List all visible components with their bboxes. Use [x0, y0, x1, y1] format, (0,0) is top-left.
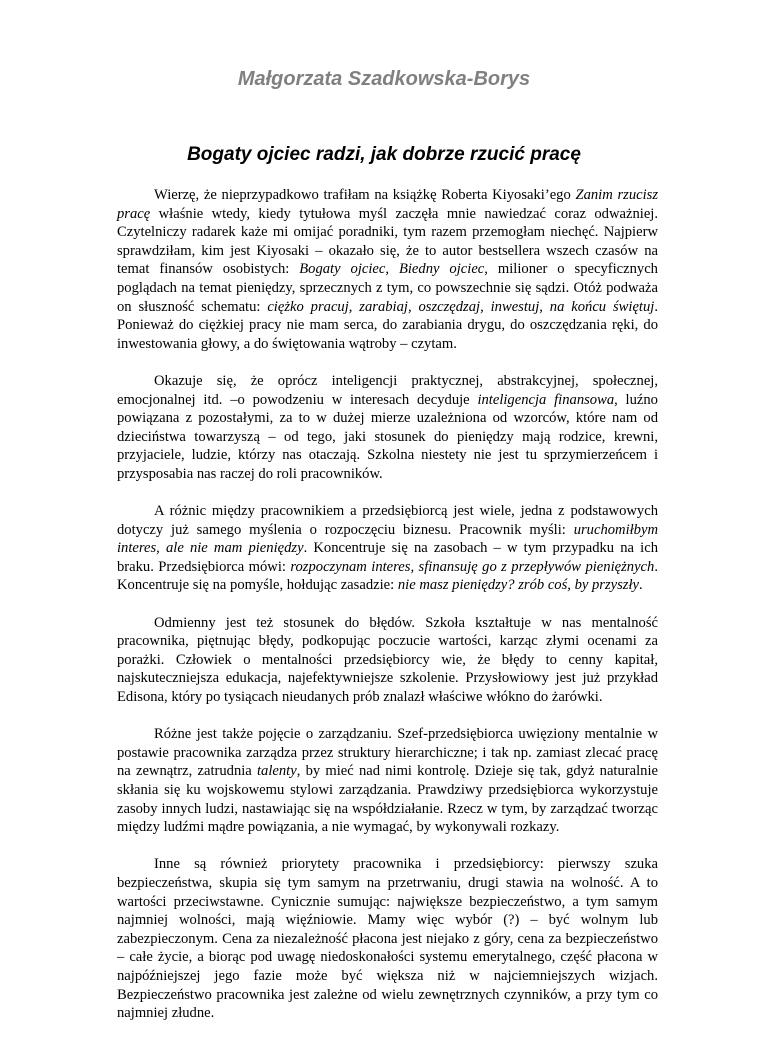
text-run: . Koncentruje się na zasobach – w tym przypadku na ich braku. Przedsiębiorca mówi:: [117, 540, 658, 575]
emphasis-financial-intelligence: inteligencja finansowa: [477, 391, 615, 408]
text-run: . Koncentruje się na pomyśle, hołdując zasadzie:: [117, 558, 658, 594]
text-run: Odmienny jest też stosunek do błędów. Szkoła kształtuje w nas mentalność pracownika, piętnując błędy, podkopując poczucie wartości, karząc złymi ocenami za porażki. Człowiek o mentalności przedsiębiorcy wie, że błędy to cenny kapitał, najskuteczniejsza edukacja, najefektywniejsze szkolenie. Przysłowiowy jest już przykład Edisona, który po tysiącach nieudanych prób znalazł właściwe włókno do żarówki.: [117, 614, 658, 706]
emphasis-talents: talenty: [257, 763, 297, 780]
text-run: . Ponieważ do ciężkiej pracy nie mam serca, do zarabiania drygu, do oszczędzania ręki, do inwestowania głowy, a do świętowania wątroby – czytam.: [117, 298, 658, 352]
text-run: , milioner o specyficznych poglądach na temat pieniędzy, sprzecznych z tym, co powszechnie się sądzi. Otóż podważa on słuszność schematu:: [117, 261, 658, 315]
text-run: Różne jest także pojęcie o zarządzaniu. Szef-przedsiębiorca uwięziony mentalnie w postawie pracownika zarządza przez struktury hierarchiczne; i tak np. zamiast zlecać pracę na zewnątrz, zatrudnia: [117, 726, 658, 780]
text-run: , by mieć nad nimi kontrolę. Dzieje się tak, gdyż naturalnie skłania się ku wojskowemu stylowi zarządzania. Prawdziwy przedsiębiorca wykorzystuje zasoby innych ludzi, nastawiając się na współdziałanie. Rzecz w tym, by zarządzać tworząc między ludźmi mądre powiązania, a nie wymagać, by wykonywali rozkazy.: [117, 763, 658, 836]
text-run: A różnic między pracownikiem a przedsiębiorcą jest wiele, jedna z podstawowych dotyczy już samego myślenia o rozpoczęciu biznesu. Pracownik myśli:: [117, 503, 658, 538]
text-run: .: [639, 577, 643, 594]
emphasis-schema: ciężko pracuj, zarabiaj, oszczędzaj, inwestuj, na końcu świętuj: [267, 298, 655, 315]
emphasis-entrepreneur-thought: rozpoczynam interes, sfinansuję go z przepływów pieniężnych: [290, 558, 655, 575]
paragraph-3: [117, 502, 658, 595]
article-body: [117, 186, 658, 1041]
text-run: , luźno powiązana z pozostałymi, za to w dużej mierze uzależniona od wzorców, które nam od dzieciństwa towarzyszą – od tego, jaki stosunek do pieniędzy mają rodzice, krewni, przyjaciele, ludzie, którzy nas otaczają. Szkolna niestety nie jest tu sprzymierzeńcem i przysposabia nas raczej do roli pracowników.: [117, 391, 658, 482]
text-run: Inne są również priorytety pracownika i przedsiębiorcy: pierwszy szuka bezpieczeństwa, skupia się tym samym na przetrwaniu, drugi stawia na wolność. A to wartości przeciwstawne. Cynicznie sumując: największe bezpieczeństwo, a tym samym najmniej wolności, mają więźniowie. Mamy więc wybór (?) – być wolnym lub zabezpieczonym. Cena za niezależność płacona jest niejako z góry, cena za bezpieczeństwo – całe życie, a biorąc pod uwagę niedoskonałości systemu emerytalnego, część płacona w najpóźniejszej jego fazie może być większa niż w najciemniejszych wizjach. Bezpieczeństwo pracownika jest zależne od wielu zewnętrznych czynników, a przy tym co najmniej złudne.: [117, 856, 658, 1022]
paragraph-1: [117, 186, 658, 353]
text-run: właśnie wtedy, kiedy tytułowa myśl zaczęła mnie nawiedzać coraz odważniej. Czytelniczy radarek każe mi omijać poradniki, tym razem przemogłam niechęć. Najpierw sprawdziłam, kim jest Kiyosaki – okazało się, że to autor bestsellera wszech czasów na temat finansów osobistych:: [117, 205, 658, 278]
author-name: Małgorzata Szadkowska-Borys: [237, 68, 531, 90]
paragraph-5: [117, 725, 658, 837]
emphasis-employee-thought: uruchomiłbym interes, ale nie mam pieniędzy: [117, 521, 658, 557]
book-title-zanim-rzucisz-prace: Zanim rzucisz pracę: [117, 187, 659, 222]
text-run: Okazuje się, że oprócz inteligencji praktycznej, abstrakcyjnej, społecznej, emocjonalnej itd. –o powodzeniu w interesach decyduje: [117, 372, 658, 408]
text-run: Wierzę, że nieprzypadkowo trafiłam na książkę Roberta Kiyosaki’ego: [154, 187, 576, 203]
emphasis-principle: nie masz pieniędzy? zrób coś, by przyszły: [397, 577, 640, 594]
paragraph-4: [117, 614, 658, 707]
article-title: Bogaty ojciec radzi, jak dobrze rzucić pracę: [187, 144, 581, 165]
paragraph-6: [117, 855, 658, 1022]
book-title-bogaty-ojciec: Bogaty ojciec, Biedny ojciec: [299, 261, 485, 278]
paragraph-2: [117, 372, 658, 484]
